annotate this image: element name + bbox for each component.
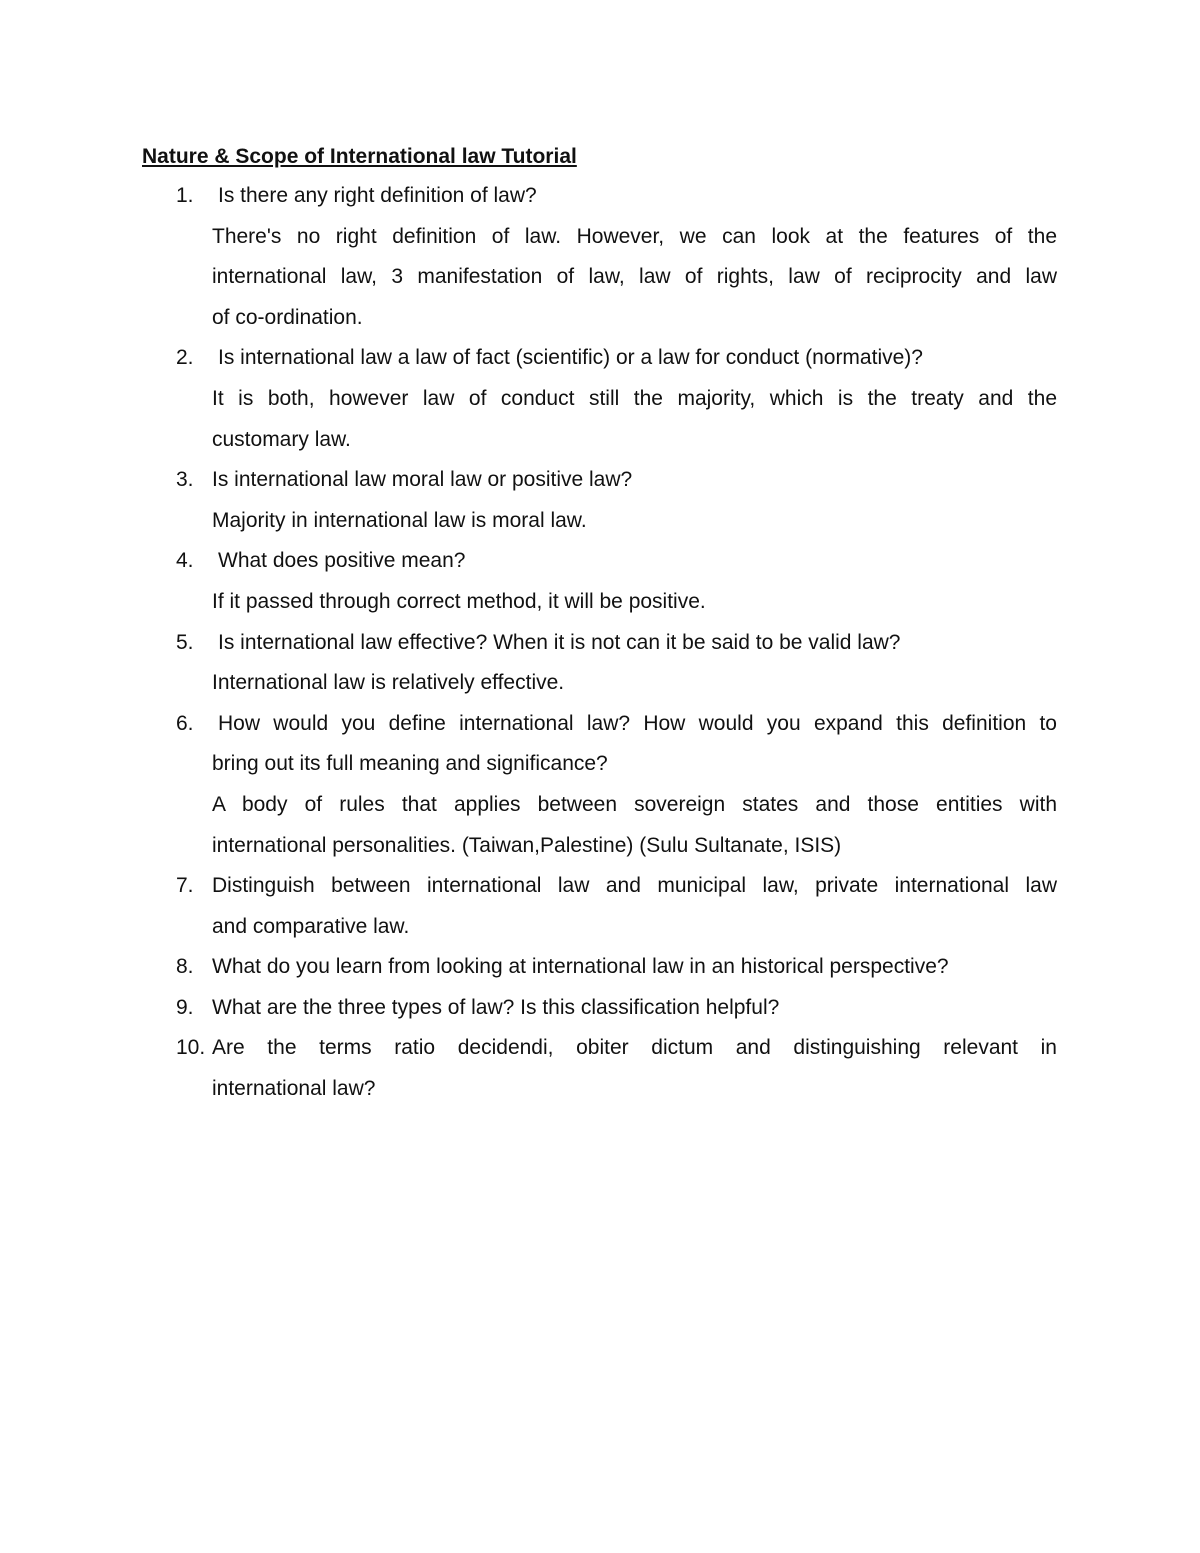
item-number: 2.: [176, 346, 194, 370]
list-line: [0, 263, 1200, 304]
list-item: [0, 1034, 1200, 1115]
list-item: [0, 466, 1200, 547]
list-item: [0, 994, 1200, 1035]
list-line: [0, 426, 1200, 467]
list-line: [0, 994, 1200, 1035]
list-line: [0, 466, 1200, 507]
item-number: 10.: [176, 1036, 206, 1060]
answer-text: International law is relatively effective.: [212, 671, 565, 695]
list-item: [0, 872, 1200, 953]
list-line: [0, 507, 1200, 548]
question-text: What are the three types of law? Is this classification helpful?: [212, 995, 780, 1019]
question-text: and comparative law.: [212, 914, 410, 938]
answer-text: It is both, however law of conduct still the majority, which is the treaty and the: [212, 386, 1057, 410]
list-line: [0, 832, 1200, 873]
question-text: Distinguish between international law and municipal law, private international law: [212, 874, 1057, 898]
list-line: [0, 344, 1200, 385]
list-item: [0, 953, 1200, 994]
item-number: 3.: [176, 468, 194, 492]
list-line: [0, 588, 1200, 629]
question-text: bring out its full meaning and significance?: [212, 752, 608, 776]
answer-text: of co-ordination.: [212, 305, 363, 329]
question-text: Is international law effective? When it is not can it be said to be valid law?: [218, 630, 901, 654]
question-text: Is there any right definition of law?: [218, 184, 537, 207]
item-number: 1.: [176, 184, 194, 207]
question-text: What does positive mean?: [218, 549, 466, 573]
list-item: [0, 547, 1200, 628]
question-list: [0, 182, 1200, 1116]
list-line: [0, 791, 1200, 832]
item-number: 4.: [176, 549, 194, 573]
question-text: What do you learn from looking at international law in an historical perspective?: [212, 955, 949, 979]
list-line: [0, 304, 1200, 345]
question-text: Is international law moral law or positive law?: [212, 468, 633, 492]
list-item: [0, 629, 1200, 710]
list-line: [0, 953, 1200, 994]
answer-text: A body of rules that applies between sovereign states and those entities with: [212, 792, 1057, 816]
list-line: [0, 547, 1200, 588]
question-text: Is international law a law of fact (scientific) or a law for conduct (normative)?: [218, 346, 923, 370]
answer-text: Majority in international law is moral law.: [212, 508, 587, 532]
list-line: [0, 913, 1200, 954]
item-number: 8.: [176, 955, 194, 979]
list-item: [0, 710, 1200, 872]
question-text: How would you define international law? How would you expand this definition to: [218, 711, 1057, 735]
answer-text: If it passed through correct method, it will be positive.: [212, 589, 706, 613]
list-item: [0, 182, 1200, 344]
list-line: [0, 182, 1200, 223]
document-title: Nature & Scope of International law Tutorial: [142, 145, 577, 168]
list-line: [0, 629, 1200, 670]
question-text: international law?: [212, 1077, 376, 1101]
question-text: Are the terms ratio decidendi, obiter dictum and distinguishing relevant in: [212, 1036, 1057, 1060]
item-number: 7.: [176, 874, 194, 898]
item-number: 5.: [176, 630, 194, 654]
list-line: [0, 669, 1200, 710]
list-line: [0, 385, 1200, 426]
list-line: [0, 223, 1200, 264]
answer-text: international law, 3 manifestation of law, law of rights, law of reciprocity and law: [212, 265, 1057, 289]
item-number: 6.: [176, 711, 194, 735]
answer-text: customary law.: [212, 427, 351, 451]
answer-text: There's no right definition of law. However, we can look at the features of the: [212, 224, 1057, 248]
list-line: [0, 872, 1200, 913]
list-item: [0, 344, 1200, 466]
list-line: [0, 710, 1200, 751]
list-line: [0, 1034, 1200, 1075]
answer-text: international personalities. (Taiwan,Palestine) (Sulu Sultanate, ISIS): [212, 833, 842, 857]
list-line: [0, 1075, 1200, 1116]
list-line: [0, 750, 1200, 791]
item-number: 9.: [176, 995, 194, 1019]
